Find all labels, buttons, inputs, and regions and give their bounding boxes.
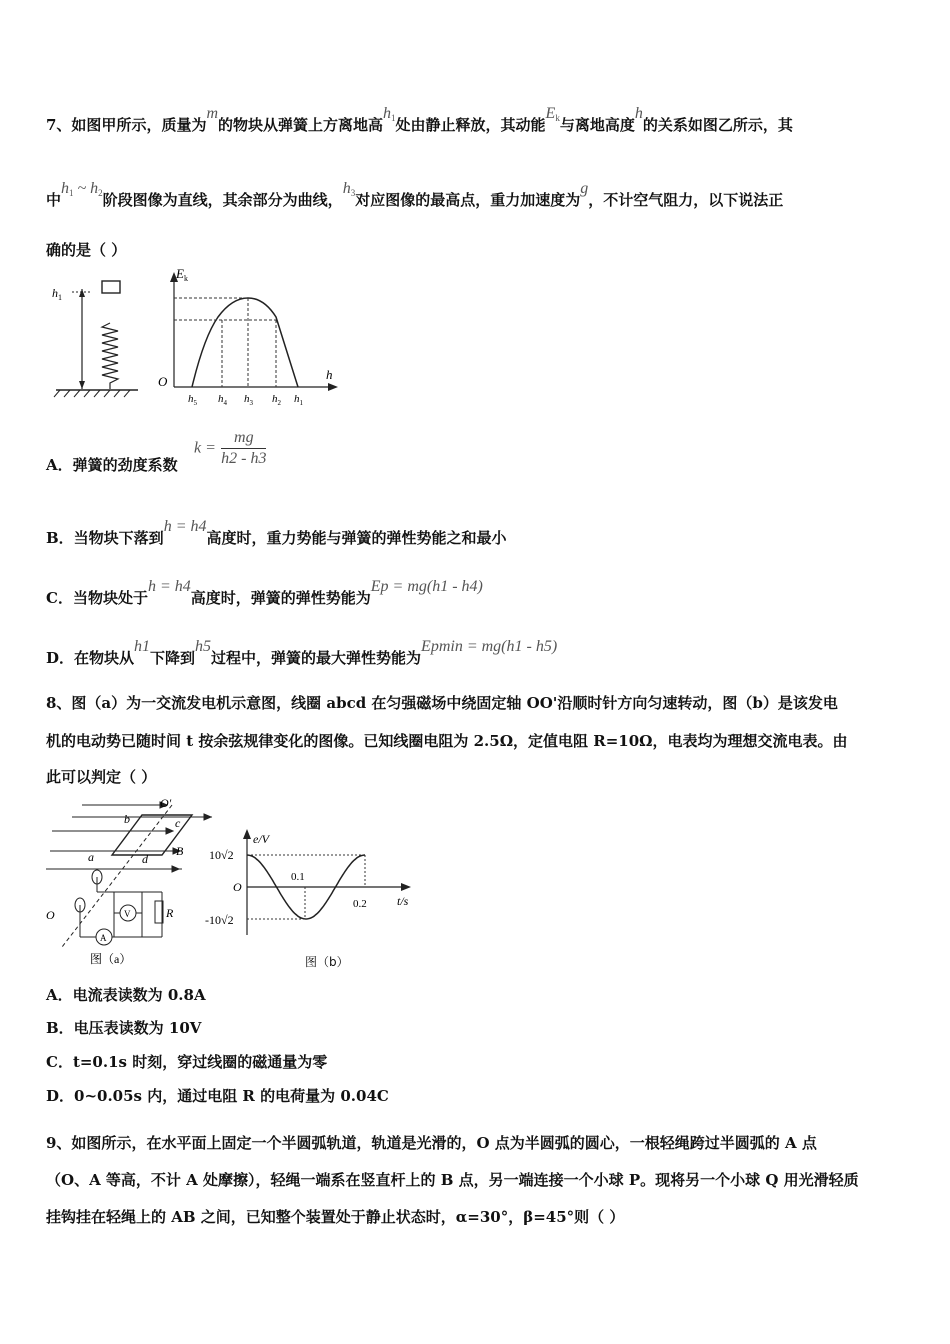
label-o-prime: O' <box>160 797 172 810</box>
label-c: c <box>175 816 181 830</box>
q9-stem-line-2: （O、A 等高，不计 A 处摩擦），轻绳一端系在竖直杆上的 B 点，另一端连接一个小球 P。现将另一个小球 Q 用光滑轻质 <box>46 1171 859 1189</box>
y-max-label: 10√2 <box>209 848 234 862</box>
label-r: R <box>166 906 174 920</box>
q8-stem-line-2: 机的电动势已随时间 t 按余弦规律变化的图像。已知线圈电阻为 2.5Ω，定值电阻 R=10Ω，电表均为理想交流电表。由 <box>46 732 848 750</box>
axis-y-label: $E_k$ <box>176 266 188 283</box>
q8-figure-et-graph <box>205 825 420 970</box>
tick-h3: $h_3$ <box>244 393 253 407</box>
math-h5: h5 <box>195 638 212 655</box>
q8-option-b: B．电压表读数为 10V <box>46 1019 202 1037</box>
spring <box>102 323 118 389</box>
label-h1-spring: $h_1$ <box>52 286 62 302</box>
axis-t-label: t/s <box>397 894 409 908</box>
math-m: m <box>206 105 219 122</box>
label-d: d <box>142 852 148 866</box>
caption-b: 图（b） <box>305 955 349 969</box>
q9-stem-line-1: 9、如图所示，在水平面上固定一个半圆弧轨道，轨道是光滑的，O 点为半圆弧的圆心，一根轻绳跨过半圆弧的 A 点 <box>46 1134 817 1152</box>
x-tick-0-1: 0.1 <box>291 871 305 883</box>
q7-figure-ek-graph <box>152 262 347 412</box>
q7-stem-line-1: 7、如图甲所示，质量为m的物块从弹簧上方离地高$h_1$处由静止释放，其动能$E_k$与离地高度h的关系如图乙所示，其 <box>46 105 793 134</box>
math-h1: $h_1$ <box>383 105 396 123</box>
q8-stem-line-3: 此可以判定（ ） <box>46 768 157 786</box>
label-v: V <box>124 909 131 919</box>
q8-stem-line-1: 8、图（a）为一交流发电机示意图，线圈 abcd 在匀强磁场中绕固定轴 OO'沿顺时针方向匀速转动，图（b）是该发电 <box>46 694 838 712</box>
math-h1-h2: $h_1$ ~ $h_2$ <box>61 180 103 198</box>
tick-h5: $h_5$ <box>188 393 197 407</box>
axis-e-label: e/V <box>253 832 269 846</box>
axis-x-label: h <box>326 367 333 382</box>
label-o: O <box>46 908 55 922</box>
math-h: h <box>634 105 643 122</box>
label-b: b <box>124 812 130 826</box>
label-field-b: B <box>176 844 184 858</box>
tick-h2: $h_2$ <box>272 393 281 407</box>
math-h-eq-h4: h = h4 <box>147 578 191 595</box>
q7-stem-line-3: 确的是（ ） <box>46 241 127 259</box>
q9-stem-line-3: 挂钩挂在轻绳上的 AB 之间，已知整个装置处于静止状态时，α=30°，β=45°则（ ） <box>46 1208 625 1226</box>
x-tick-0-2: 0.2 <box>353 898 367 910</box>
tick-h4: $h_4$ <box>218 393 227 407</box>
block <box>102 281 120 293</box>
math-epmin: Epmin = mg(h1 - h5) <box>421 638 558 655</box>
tick-h1: $h_1$ <box>294 393 303 407</box>
math-h1: h1 <box>134 638 151 655</box>
label-ammeter: A <box>100 933 107 943</box>
origin-label: O <box>158 374 168 389</box>
q7-stem-line-2: 中$h_1$ ~ $h_2$阶段图像为直线，其余部分为曲线，$h_3$对应图像的最高点，重力加速度为g，不计空气阻力，以下说法正 <box>46 180 784 209</box>
caption-a: 图（a） <box>90 952 132 966</box>
q8-option-c: C．t=0.1s 时刻，穿过线圈的磁通量为零 <box>46 1053 328 1071</box>
math-h-eq-h4: h = h4 <box>163 518 207 535</box>
q8-option-a: A．电流表读数为 0.8A <box>46 986 206 1004</box>
origin-label-b: O <box>233 880 242 894</box>
fraction: $\frac{mg}{h2 - h3}$ <box>221 429 267 467</box>
q7-option-c: C．当物块处于h = h4高度时，弹簧的弹性势能为Ep = mg(h1 - h4) <box>46 578 483 607</box>
math-h3: $h_3$ <box>342 180 356 198</box>
q8-figure-generator <box>42 797 217 972</box>
q7-option-d: D．在物块从h1下降到h5过程中，弹簧的最大弹性势能为Epmin = mg(h1 - h5) <box>46 638 558 667</box>
q8-option-d: D．0~0.05s 内，通过电阻 R 的电荷量为 0.04C <box>46 1087 389 1105</box>
y-min-label: -10√2 <box>205 913 234 927</box>
math-ek: $E_k$ <box>545 105 560 123</box>
q7-figure-spring <box>50 275 140 405</box>
math-ep: Ep = mg(h1 - h4) <box>370 578 483 595</box>
q7-option-a-formula: k = $\frac{mg}{h2 - h3}$ <box>194 429 267 467</box>
q7-option-a: A．弹簧的劲度系数 <box>46 456 178 474</box>
label-a: a <box>88 850 94 864</box>
q7-option-b: B．当物块下落到h = h4高度时，重力势能与弹簧的弹性势能之和最小 <box>46 518 507 547</box>
ek-curve <box>192 298 298 387</box>
math-g: g <box>580 180 589 197</box>
